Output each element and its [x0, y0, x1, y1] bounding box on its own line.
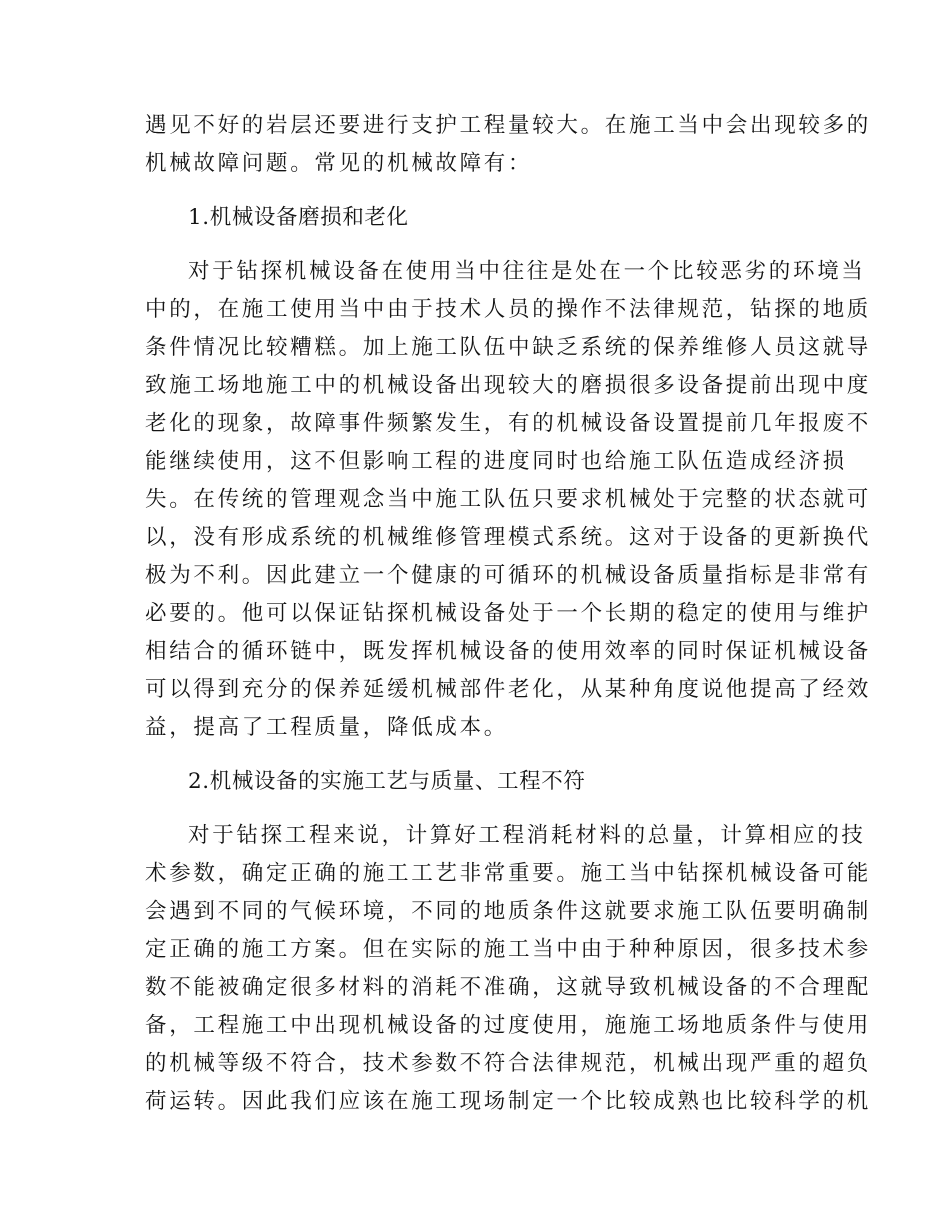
paragraph-line: 定正确的施工方案。但在实际的施工当中由于种种原因，很多技术参 — [145, 937, 872, 962]
paragraph-line: 极为不利。因此建立一个健康的可循环的机械设备质量指标是非常有 — [145, 563, 872, 588]
paragraph-line: 以，没有形成系统的机械维修管理模式系统。这对于设备的更新换代 — [145, 525, 872, 550]
paragraph-line: 会遇到不同的气候环境，不同的地质条件这就要求施工队伍要明确制 — [145, 899, 872, 924]
paragraph-line: 备，工程施工中出现机械设备的过度使用，施施工场地质条件与使用 — [145, 1013, 872, 1038]
paragraph-line: 能继续使用，这不但影响工程的进度同时也给施工队伍造成经济损 — [145, 449, 847, 474]
paragraph-line: 中的，在施工使用当中由于技术人员的操作不法律规范，钻探的地质 — [145, 297, 872, 322]
paragraph-line: 条件情况比较糟糕。加上施工队伍中缺乏系统的保养维修人员这就导 — [145, 335, 872, 360]
paragraph-line: 机械故障问题。常见的机械故障有： — [145, 151, 533, 176]
paragraph-line: 失。在传统的管理观念当中施工队伍只要求机械处于完整的状态就可 — [145, 487, 872, 512]
paragraph-line: 对于钻探工程来说，计算好工程消耗材料的总量，计算相应的技 — [188, 823, 866, 848]
paragraph-line: 对于钻探机械设备在使用当中往往是处在一个比较恶劣的环境当 — [188, 259, 866, 284]
paragraph-line: 数不能被确定很多材料的消耗不准确，这就导致机械设备的不合理配 — [145, 975, 872, 1000]
paragraph-line: 老化的现象，故障事件频繁发生，有的机械设备设置提前几年报废不 — [145, 411, 872, 436]
paragraph-line: 致施工场地施工中的机械设备出现较大的磨损很多设备提前出现中度 — [145, 373, 872, 398]
paragraph-line: 益，提高了工程质量，降低成本。 — [145, 715, 509, 740]
paragraph-line: 荷运转。因此我们应该在施工现场制定一个比较成熟也比较科学的机 — [145, 1089, 872, 1114]
section-heading-1: 1.机械设备磨损和老化 — [188, 205, 409, 230]
section-heading-2: 2.机械设备的实施工艺与质量、工程不符 — [188, 769, 586, 794]
paragraph-line: 术参数，确定正确的施工工艺非常重要。施工当中钻探机械设备可能 — [145, 861, 872, 886]
paragraph-line: 相结合的循环链中，既发挥机械设备的使用效率的同时保证机械设备 — [145, 639, 872, 664]
paragraph-line: 必要的。他可以保证钻探机械设备处于一个长期的稳定的使用与维护 — [145, 601, 872, 626]
paragraph-line: 遇见不好的岩层还要进行支护工程量较大。在施工当中会出现较多的 — [145, 113, 872, 138]
paragraph-line: 可以得到充分的保养延缓机械部件老化，从某种角度说他提高了经效 — [145, 677, 872, 702]
paragraph-line: 的机械等级不符合，技术参数不符合法律规范，机械出现严重的超负 — [145, 1051, 872, 1076]
